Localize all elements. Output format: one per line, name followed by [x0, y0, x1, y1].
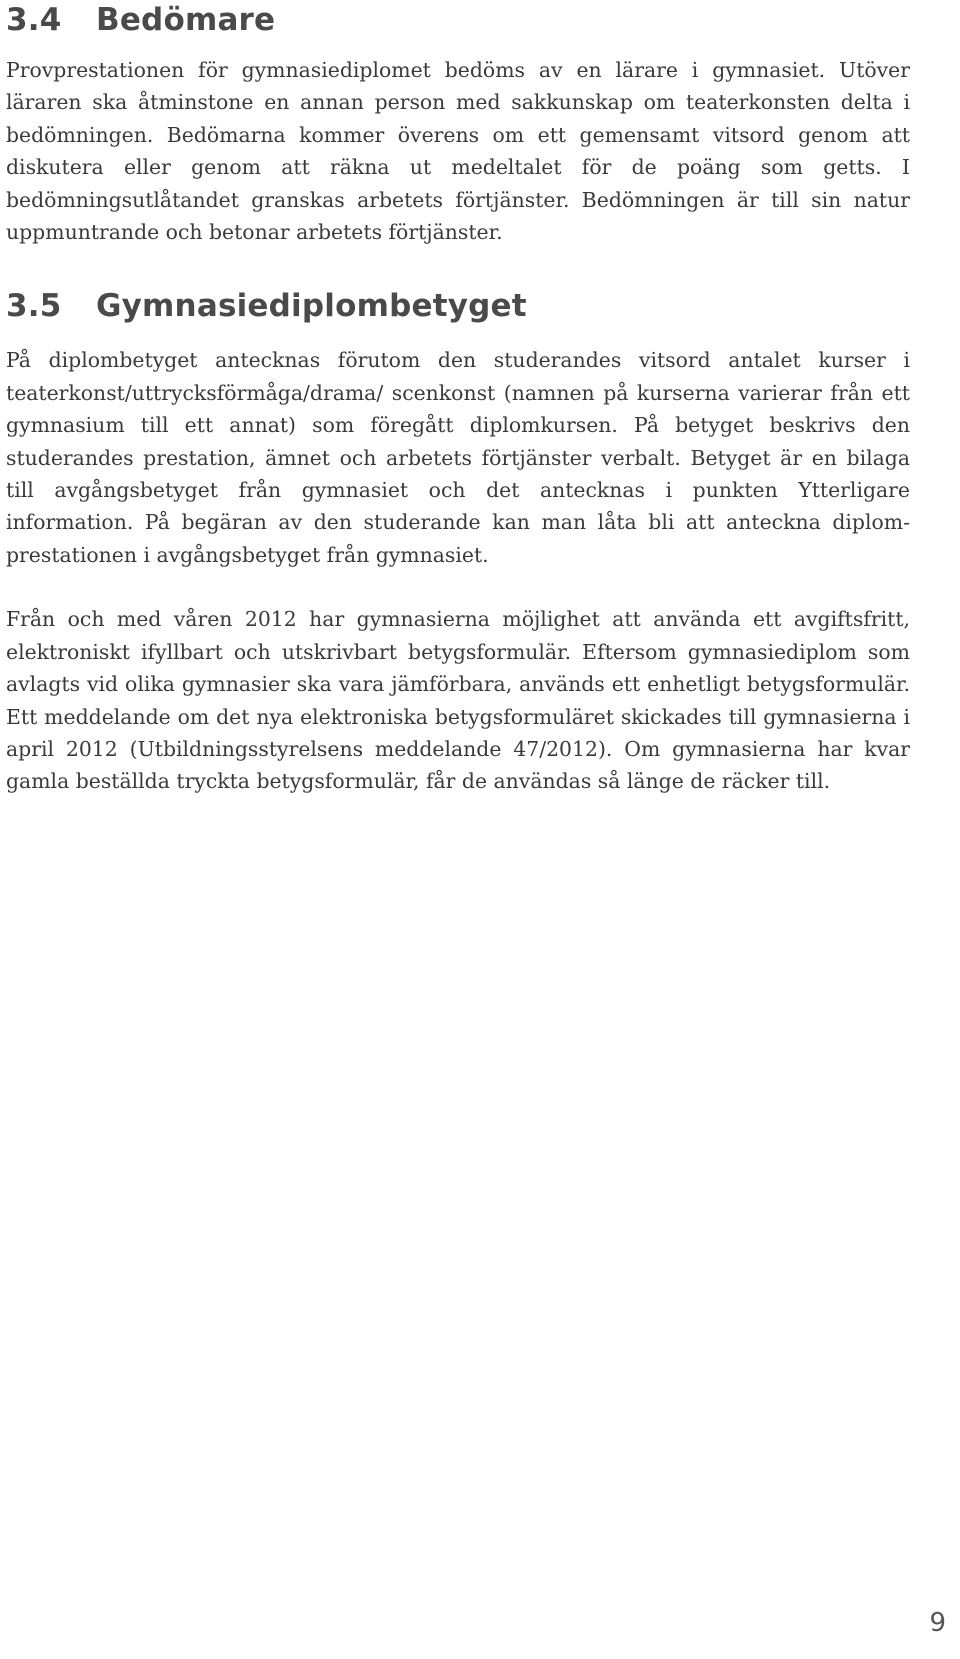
paragraph-bedomare: Provprestationen för gymnasiediplomet bedöms av en lärare i gymnasiet. Utöver läraren ska åtminstone en annan person med sakkunskap om teaterkonsten delta i bedömningen. Bedömarna kommer överens om ett gemensamt vitsord genom att diskutera eller genom att räkna ut medeltalet för de poäng som getts. I bedömningsutlåtandet granskas arbetets förtjänster. Bedömningen är till sin natur uppmuntrande och betonar arbetets förtjänster. — [6, 58, 910, 245]
page-number: 9 — [929, 1608, 946, 1638]
paragraph-diplombetyget: På diplombetyget antecknas förutom den studerandes vitsord antalet kurser i teaterkonst/uttrycksförmåga/drama/ scenkonst (namnen på kurserna varierar från ett gymnasium till ett annat) som föregått diplomkursen. På betyget beskrivs den studerandes prestation, ämnet och arbetets förtjänster verbalt. Betyget är en bilaga till avgångsbetyget från gymnasiet och det antecknas i punkten Ytterligare information. På begäran av den studerande kan man låta bli att anteckna diplomprestationen i avgångsbetyget från gymnasiet. — [6, 348, 910, 567]
paragraph-betygsformular: Från och med våren 2012 har gymnasierna möjlighet att använda ett avgiftsfritt, elektroniskt ifyllbart och utskrivbart betygsformulär. Eftersom gymnasiediplom som avlagts vid olika gymnasier ska vara jämförbara, används ett enhetligt betygsformulär. Ett meddelande om det nya elektroniska betygsformuläret skickades till gymnasierna i april 2012 (Utbildningsstyrelsens meddelande 47/2012). Om gymnasierna har kvar gamla beställda tryckta betygsformulär, får de användas så länge de räcker till. — [6, 607, 910, 794]
section-number: 3.4 — [6, 2, 62, 38]
section-heading-bedomare — [6, 0, 910, 40]
section-number: 3.5 — [6, 288, 62, 325]
section-heading-gymnasiediplombetyget — [6, 286, 910, 326]
document-page — [6, 0, 910, 798]
section-title: Gymnasiediplombetyget — [96, 288, 527, 325]
section-title: Bedömare — [96, 2, 276, 38]
